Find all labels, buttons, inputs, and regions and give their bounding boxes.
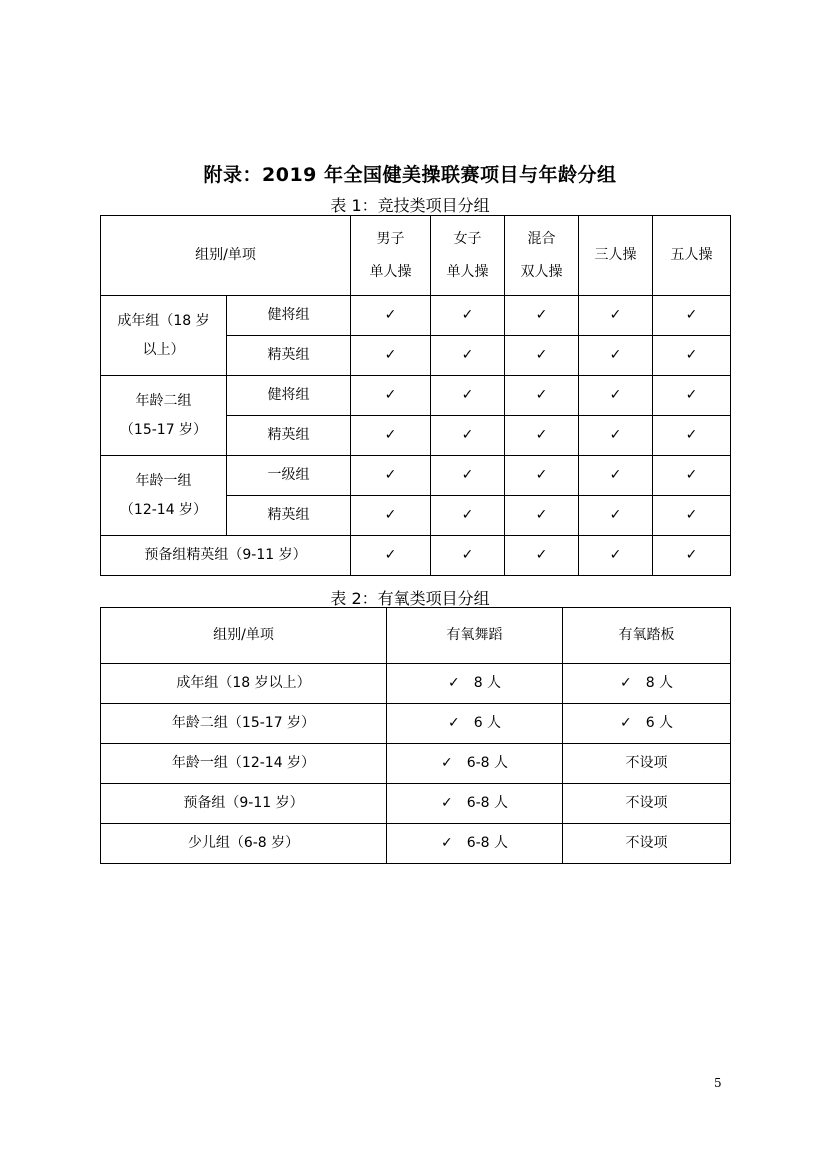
step-cell: ✓ 8 人 bbox=[563, 664, 731, 704]
subgroup-label: 精英组 bbox=[227, 416, 351, 456]
check-mark: ✓ bbox=[431, 376, 505, 416]
group-label-age2: 年龄二组 （15-17 岁） bbox=[101, 376, 227, 456]
check-mark: ✓ bbox=[351, 416, 431, 456]
check-mark: ✓ bbox=[351, 296, 431, 336]
check-mark: ✓ bbox=[579, 416, 653, 456]
check-mark: ✓ bbox=[579, 456, 653, 496]
table-row bbox=[101, 704, 731, 744]
subgroup-label: 健将组 bbox=[227, 296, 351, 336]
dance-cell: ✓ 6 人 bbox=[387, 704, 563, 744]
table-row bbox=[101, 784, 731, 824]
check-mark: ✓ bbox=[653, 296, 731, 336]
check-mark: ✓ bbox=[505, 416, 579, 456]
check-mark: ✓ bbox=[447, 715, 460, 732]
check-mark: ✓ bbox=[431, 496, 505, 536]
table-header-row bbox=[101, 216, 731, 296]
aerobic-events-table bbox=[100, 607, 731, 864]
check-mark: ✓ bbox=[447, 675, 460, 692]
check-mark: ✓ bbox=[440, 755, 453, 772]
header-aerobic-step: 有氧踏板 bbox=[563, 608, 731, 664]
table1-caption: 表 1：竞技类项目分组 bbox=[330, 196, 490, 215]
table-row bbox=[101, 664, 731, 704]
dance-cell: ✓ 8 人 bbox=[387, 664, 563, 704]
header-aerobic-dance: 有氧舞蹈 bbox=[387, 608, 563, 664]
table-row bbox=[101, 824, 731, 864]
header-trio: 三人操 bbox=[579, 216, 653, 296]
step-cell: ✓ 6 人 bbox=[563, 704, 731, 744]
check-mark: ✓ bbox=[505, 456, 579, 496]
dance-cell: ✓ 6-8 人 bbox=[387, 824, 563, 864]
dance-cell: ✓ 6-8 人 bbox=[387, 744, 563, 784]
check-mark: ✓ bbox=[351, 336, 431, 376]
check-mark: ✓ bbox=[431, 336, 505, 376]
dance-cell: ✓ 6-8 人 bbox=[387, 784, 563, 824]
table-row bbox=[101, 536, 731, 576]
check-mark: ✓ bbox=[351, 376, 431, 416]
page-title: 附录：2019 年全国健美操联赛项目与年龄分组 bbox=[203, 164, 617, 186]
subgroup-label: 一级组 bbox=[227, 456, 351, 496]
group-label: 成年组（18 岁以上） bbox=[101, 664, 387, 704]
competitive-events-table bbox=[100, 215, 731, 576]
check-mark: ✓ bbox=[579, 496, 653, 536]
group-label-prep-elite: 预备组精英组（9-11 岁） bbox=[101, 536, 351, 576]
table-row bbox=[101, 376, 731, 416]
check-mark: ✓ bbox=[505, 496, 579, 536]
step-cell: 不设项 bbox=[563, 824, 731, 864]
check-mark: ✓ bbox=[579, 376, 653, 416]
step-cell: 不设项 bbox=[563, 744, 731, 784]
step-cell: 不设项 bbox=[563, 784, 731, 824]
check-mark: ✓ bbox=[351, 536, 431, 576]
page-number: 5 bbox=[714, 1076, 722, 1090]
check-mark: ✓ bbox=[431, 536, 505, 576]
header-men-single: 男子 单人操 bbox=[351, 216, 431, 296]
check-mark: ✓ bbox=[653, 456, 731, 496]
header-women-single: 女子 单人操 bbox=[431, 216, 505, 296]
check-mark: ✓ bbox=[619, 675, 632, 692]
group-label: 预备组（9-11 岁） bbox=[101, 784, 387, 824]
table-row bbox=[101, 296, 731, 336]
subgroup-label: 健将组 bbox=[227, 376, 351, 416]
group-label-adult: 成年组（18 岁 以上） bbox=[101, 296, 227, 376]
check-mark: ✓ bbox=[505, 536, 579, 576]
table-header-row bbox=[101, 608, 731, 664]
table-row bbox=[101, 744, 731, 784]
group-label: 年龄一组（12-14 岁） bbox=[101, 744, 387, 784]
check-mark: ✓ bbox=[431, 296, 505, 336]
check-mark: ✓ bbox=[505, 336, 579, 376]
check-mark: ✓ bbox=[619, 715, 632, 732]
check-mark: ✓ bbox=[440, 835, 453, 852]
header-group-label: 组别/单项 bbox=[101, 608, 387, 664]
header-group-five: 五人操 bbox=[653, 216, 731, 296]
header-mixed-pair: 混合 双人操 bbox=[505, 216, 579, 296]
group-label-age1: 年龄一组 （12-14 岁） bbox=[101, 456, 227, 536]
check-mark: ✓ bbox=[653, 376, 731, 416]
subgroup-label: 精英组 bbox=[227, 336, 351, 376]
group-label: 少儿组（6-8 岁） bbox=[101, 824, 387, 864]
header-group-label: 组别/单项 bbox=[101, 216, 351, 296]
check-mark: ✓ bbox=[653, 336, 731, 376]
check-mark: ✓ bbox=[653, 416, 731, 456]
table-row bbox=[101, 456, 731, 496]
check-mark: ✓ bbox=[440, 795, 453, 812]
check-mark: ✓ bbox=[505, 296, 579, 336]
table2-caption: 表 2：有氧类项目分组 bbox=[330, 589, 490, 608]
group-label: 年龄二组（15-17 岁） bbox=[101, 704, 387, 744]
check-mark: ✓ bbox=[431, 456, 505, 496]
check-mark: ✓ bbox=[579, 296, 653, 336]
check-mark: ✓ bbox=[579, 336, 653, 376]
check-mark: ✓ bbox=[653, 496, 731, 536]
subgroup-label: 精英组 bbox=[227, 496, 351, 536]
check-mark: ✓ bbox=[653, 536, 731, 576]
check-mark: ✓ bbox=[579, 536, 653, 576]
check-mark: ✓ bbox=[351, 496, 431, 536]
check-mark: ✓ bbox=[431, 416, 505, 456]
check-mark: ✓ bbox=[351, 456, 431, 496]
check-mark: ✓ bbox=[505, 376, 579, 416]
